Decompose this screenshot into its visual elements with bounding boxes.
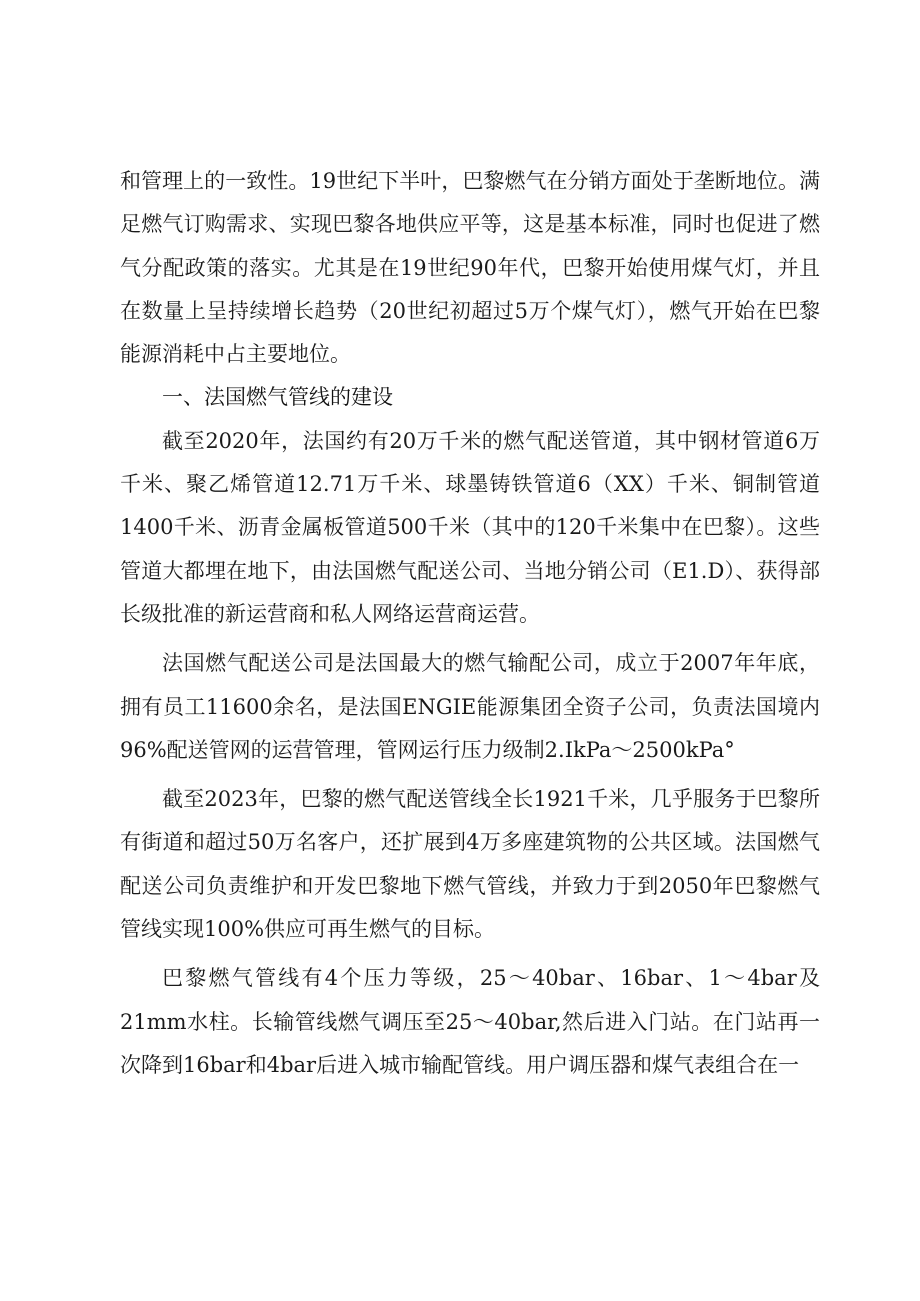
paragraph-company: 法国燃气配送公司是法国最大的燃气输配公司，成立于2007年年底，拥有员工11600余名，是法国ENGIE能源集团全资子公司，负责法国境内96%配送管网的运营管理，管网运行压力级制2.IkPa～2500kPa° (120, 651, 820, 762)
paragraph-paris-network: 截至2023年，巴黎的燃气配送管线全长1921千米，几乎服务于巴黎所有街道和超过50万名客户，还扩展到4万多座建筑物的公共区域。法国燃气配送公司负责维护和开发巴黎地下燃气管线，并致力于到2050年巴黎燃气管线实现100%供应可再生燃气的目标。 (120, 787, 820, 942)
section-heading: 一、法国燃气管线的建设 (162, 385, 393, 410)
continued-paragraph: 和管理上的一致性。19世纪下半叶，巴黎燃气在分销方面处于垄断地位。满足燃气订购需求、实现巴黎各地供应平等，这是基本标准，同时也促进了燃气分配政策的落实。尤其是在19世纪90年代，巴黎开始使用煤气灯，并且在数量上呈持续增长趋势（20世纪初超过5万个煤气灯），燃气开始在巴黎能源消耗中占主要地位。 (120, 169, 820, 367)
document-body (120, 160, 820, 1087)
paragraph-pipelines: 截至2020年，法国约有20万千米的燃气配送管道，其中钢材管道6万千米、聚乙烯管道12.71万千米、球墨铸铁管道6（XX）千米、铜制管道1400千米、沥青金属板管道500千米（其中的120千米集中在巴黎）。这些管道大都埋在地下，由法国燃气配送公司、当地分销公司（E1.D）、获得部长级批准的新运营商和私人网络运营商运营。 (120, 428, 820, 626)
paragraph-pressure: 巴黎燃气管线有4个压力等级，25～40bar、16bar、1～4bar及21mm水柱。长输管线燃气调压至25～40bar,然后进入门站。在门站再一次降到16bar和4bar后进入城市输配管线。用户调压器和煤气表组合在一 (120, 966, 820, 1077)
